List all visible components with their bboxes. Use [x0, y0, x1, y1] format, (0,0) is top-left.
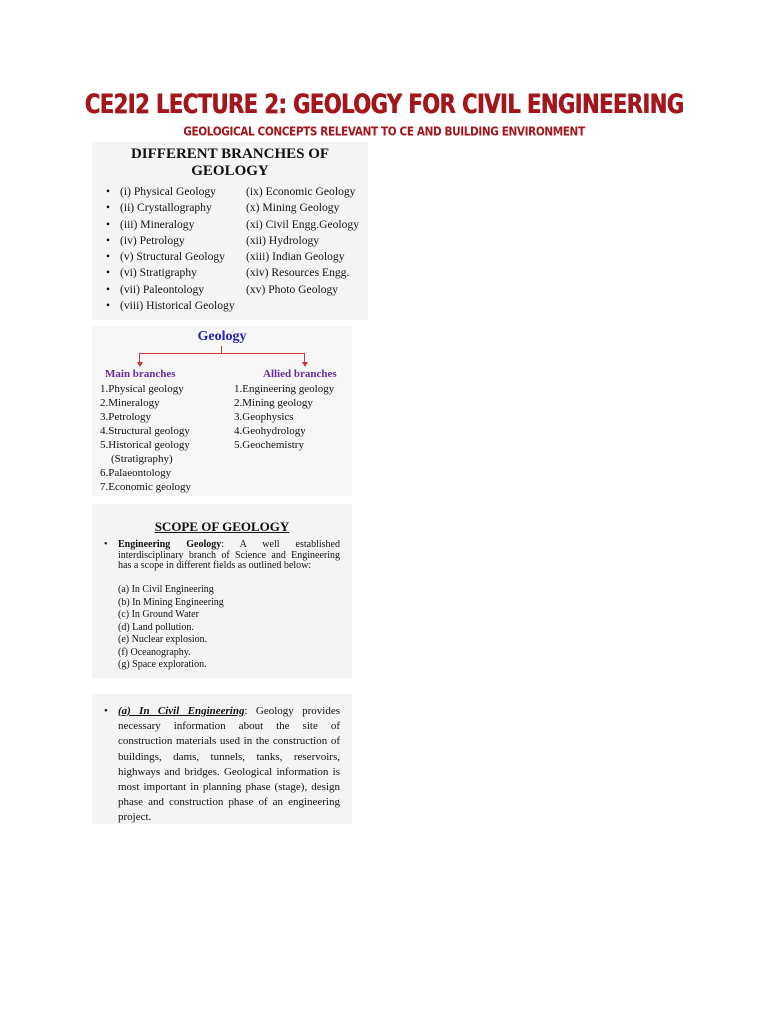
allied-branches-heading: Allied branches — [263, 368, 337, 380]
main-branches-list — [100, 382, 191, 494]
bullet-icon: • — [106, 185, 111, 198]
tree-bar — [139, 353, 305, 354]
list-item — [106, 265, 359, 281]
scope-list — [118, 584, 224, 672]
civil-heading: (a) In Civil Engineering — [118, 705, 245, 717]
branch-left: (ii) Crystallography — [120, 201, 212, 215]
bullet-icon: • — [106, 299, 111, 313]
bullet-icon: • — [106, 201, 111, 215]
scope-heading: SCOPE OF GEOLOGY — [154, 519, 290, 534]
list-item: 5.Historical geology — [100, 439, 190, 451]
scope-lead-text: : A well established interdisciplinary branch of Science and Engineering has a scope in different fields as outlined below: — [118, 539, 340, 571]
list-item — [106, 249, 359, 265]
page-subtitle: GEOLOGICAL CONCEPTS RELEVANT TO CE AND BUILDING ENVIRONMENT — [183, 124, 585, 140]
branches-heading-line1: DIFFERENT BRANCHES OF — [130, 146, 330, 162]
bullet-icon: • — [106, 282, 111, 296]
bullet-icon: • — [106, 250, 111, 264]
bullet-icon: • — [106, 217, 111, 231]
allied-branches-list — [234, 382, 334, 452]
branch-left: (v) Structural Geology — [120, 250, 225, 264]
list-item: 1.Engineering geology — [234, 383, 335, 395]
geology-root-label: Geology — [197, 329, 247, 344]
list-item: (e) Nuclear explosion. — [118, 634, 208, 645]
list-item: (Stratigraphy) — [111, 453, 173, 465]
list-item: 4.Structural geology — [100, 425, 190, 437]
list-item: 7.Economic geology — [100, 481, 192, 493]
list-item — [106, 200, 359, 216]
branch-left: (vi) Stratigraphy — [120, 266, 197, 280]
branch-left: (iii) Mineralogy — [120, 217, 195, 231]
list-item: (g) Space exploration. — [118, 659, 207, 670]
branches-heading — [92, 146, 368, 180]
bullet-icon: • — [104, 705, 108, 717]
scope-text — [118, 540, 340, 572]
main-branches-heading: Main branches — [105, 368, 176, 380]
scope-paragraph — [104, 540, 340, 572]
list-item: 3.Petrology — [100, 411, 152, 423]
list-item: 4.Geohydrology — [234, 425, 306, 437]
civil-body: : Geology provides necessary information about the site of construction materials used in the construction of buildings, dams, tunnels, tanks, reservoirs, highways and bridges. Geological information is most important in planning phase (stage), design phase and construction phase of an engineering project. — [118, 705, 340, 824]
list-item: 6.Palaeontology — [100, 467, 172, 479]
list-item — [106, 298, 359, 314]
scope-slide — [92, 504, 352, 678]
list-item: (f) Oceanography. — [118, 646, 191, 658]
bullet-icon: • — [106, 266, 111, 280]
list-item: (c) In Ground Water — [118, 609, 199, 620]
list-item: (b) In Mining Engineering — [118, 596, 224, 608]
branch-right: (xi) Civil Engg.Geology — [246, 217, 360, 231]
bullet-icon: • — [106, 233, 111, 247]
list-item: 2.Mining geology — [234, 397, 313, 409]
geology-tree-slide — [92, 326, 352, 496]
branch-left: (iv) Petrology — [120, 233, 185, 247]
list-item — [106, 233, 359, 249]
bullet-icon: • — [104, 539, 108, 550]
branches-heading-line2: GEOLOGY — [191, 163, 269, 179]
branch-left: (i) Physical Geology — [120, 185, 216, 198]
list-item: 1.Physical geology — [100, 383, 184, 395]
list-item: (a) In Civil Engineering — [118, 584, 214, 595]
list-item — [106, 217, 359, 233]
branch-left: (vii) Paleontology — [120, 282, 205, 296]
branch-right: (xv) Photo Geology — [246, 282, 339, 296]
branch-right: (xii) Hydrology — [246, 233, 320, 247]
list-item — [106, 184, 359, 200]
civil-text — [118, 704, 340, 826]
list-item — [106, 282, 359, 298]
branch-right: (xiii) Indian Geology — [246, 250, 345, 264]
branch-right: (xiv) Resources Engg. — [246, 266, 350, 280]
branch-right: (ix) Economic Geology — [246, 185, 356, 198]
branch-left: (viii) Historical Geology — [120, 299, 235, 313]
arrow-down-icon — [302, 362, 308, 367]
civil-paragraph — [104, 704, 340, 826]
branches-list — [106, 184, 359, 314]
civil-engineering-slide — [92, 694, 352, 824]
branch-right: (x) Mining Geology — [246, 201, 340, 215]
branches-slide — [92, 142, 368, 320]
page-title: CE2I2 LECTURE 2: GEOLOGY FOR CIVIL ENGINEERING — [84, 89, 684, 119]
list-item: 5.Geochemistry — [234, 439, 304, 451]
arrow-down-icon — [137, 362, 143, 367]
scope-lead-bold: Engineering Geology — [118, 539, 222, 550]
list-item: 2.Mineralogy — [100, 397, 160, 409]
list-item: 3.Geophysics — [234, 411, 294, 423]
list-item: (d) Land pollution. — [118, 621, 194, 633]
